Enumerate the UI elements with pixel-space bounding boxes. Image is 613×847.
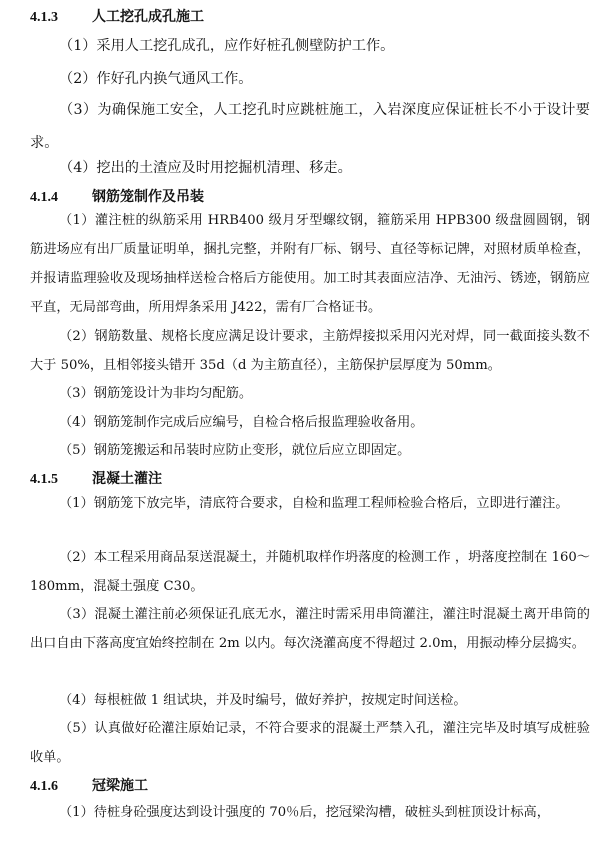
paragraph: （1）灌注桩的纵筋采用 HRB400 级月牙型螺纹钢，箍筋采用 HPB300 级盘圆圆钢，钢筋进场应有出厂质量证明单，捆扎完整，并附有厂标、钢号、直径等标记牌，对照材质单检查，并报请监理验收及现场抽样送检合格后方能使用。加工时其表面应洁净、无油污、锈迹，钢筋应平直，无局部弯曲，所用焊条采用 J422，需有厂合格证书。	[30, 213, 590, 315]
paragraph: （5）钢筋笼搬运和吊装时应防止变形，就位后应立即固定。	[59, 443, 411, 458]
paragraph: （1）钢筋笼下放完毕，清底符合要求，自检和监理工程师检验合格后，立即进行灌注。	[59, 496, 569, 511]
section-heading	[30, 468, 613, 488]
paragraph: （4）钢筋笼制作完成后应编号，自检合格后报监理验收备用。	[59, 415, 424, 430]
section-title: 人工挖孔成孔施工	[92, 9, 204, 25]
paragraph: （3）钢筋笼设计为非均匀配筋。	[59, 386, 253, 401]
section-title: 混凝土灌注	[92, 471, 162, 487]
section-heading	[30, 775, 613, 795]
section-heading	[30, 186, 613, 206]
section-number: 4.1.5	[30, 472, 58, 487]
section-number: 4.1.4	[30, 190, 58, 205]
section-heading	[30, 6, 613, 26]
paragraph: （1）采用人工挖孔成孔，应作好桩孔侧壁防护工作。	[59, 38, 395, 54]
paragraph: （1）待桩身砼强度达到设计强度的 70％后，挖冠梁沟槽，破桩头到桩顶设计标高，	[59, 805, 550, 820]
paragraph: （3）混凝土灌注前必须保证孔底无水，灌注时需采用串筒灌注，灌注时混凝土离开串筒的出口自由下落高度宜始终控制在 2m 以内。每次浇灌高度不得超过 2.0m，用振动棒分层捣实。	[30, 607, 590, 651]
section-title: 冠梁施工	[92, 778, 148, 794]
section-title: 钢筋笼制作及吊装	[92, 189, 204, 205]
paragraph: （3）为确保施工安全，人工挖孔时应跳桩施工，入岩深度应保证桩长不小于设计要求。	[30, 102, 590, 151]
section-number: 4.1.6	[30, 779, 58, 794]
paragraph: （4）每根桩做 1 组试块，并及时编号，做好养护，按规定时间送检。	[59, 693, 467, 708]
paragraph: （4）挖出的土渣应及时用挖掘机清理、移走。	[59, 160, 352, 176]
paragraph: （2）钢筋数量、规格长度应满足设计要求，主筋焊接拟采用闪光对焊，同一截面接头数不大于 50%，且相邻接头错开 35d（d 为主筋直径），主筋保护层厚度为 50mm。	[30, 329, 590, 373]
paragraph: （2）本工程采用商品泵送混凝土，并随机取样作坍落度的检测工作 ，坍落度控制在 160～180mm，混凝土强度 C30。	[30, 550, 590, 594]
section-number: 4.1.3	[30, 10, 58, 25]
paragraph: （5）认真做好砼灌注原始记录，不符合要求的混凝土严禁入孔，灌注完毕及时填写成桩验收单。	[30, 721, 590, 765]
paragraph: （2）作好孔内换气通风工作。	[59, 71, 253, 87]
